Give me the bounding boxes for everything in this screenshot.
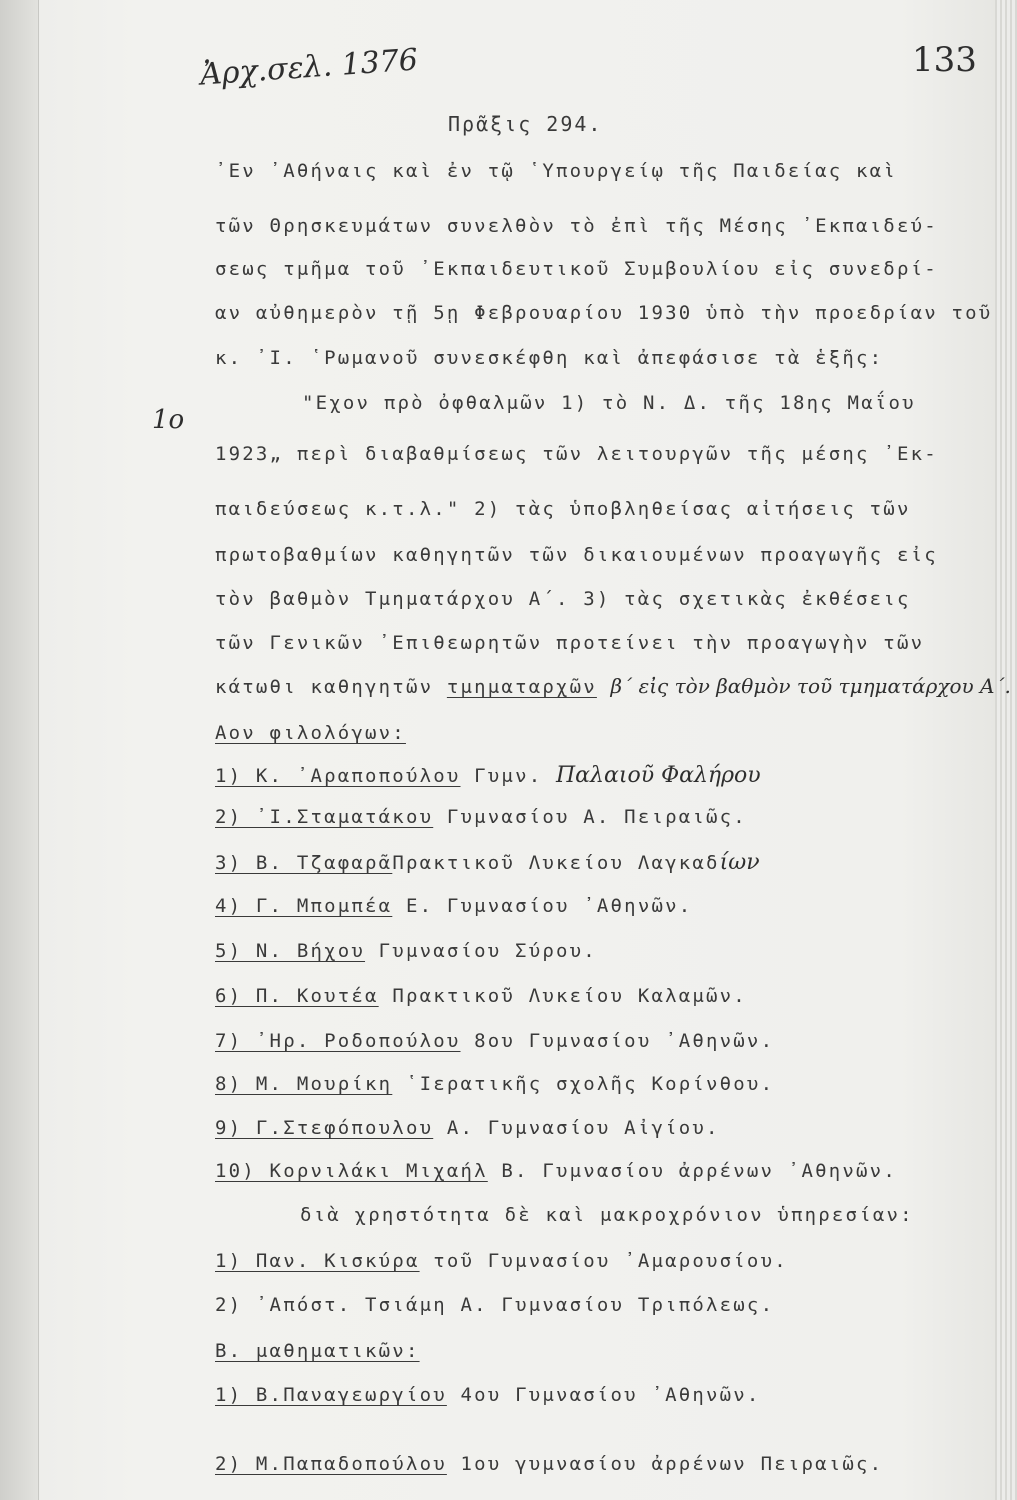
- list-item-school: Γυμν.: [474, 765, 543, 787]
- document-title: Πρᾶξις 294.: [448, 112, 603, 136]
- list-item-name: 7) ᾿Ηρ. Ροδοπούλου: [215, 1030, 461, 1052]
- list-item: [215, 1030, 774, 1052]
- paragraph-line: τῶν Θρησκευμάτων συνελθὸν τὸ ἐπὶ τῆς Μέσης ᾿Εκπαιδεύ-: [215, 215, 938, 237]
- list-item-school: Ε. Γυμνασίου ᾿Αθηνῶν.: [405, 895, 693, 917]
- list-item-name: 1) Β.Παναγεωργίου: [215, 1384, 447, 1406]
- list-item-name: 5) Ν. Βήχου: [215, 940, 366, 962]
- list-item-name: 2) ᾿Ι.Σταματάκου: [215, 806, 434, 828]
- list-item: [215, 1453, 883, 1475]
- list-item: [215, 1294, 774, 1316]
- list-item-name: 9) Γ.Στεφόπουλου: [215, 1117, 434, 1139]
- list-item-name: 2) Μ.Παπαδοπούλου: [215, 1453, 447, 1475]
- list-item-name: 8) Μ. Μουρίκη: [215, 1073, 393, 1095]
- paragraph-line: σεως τμῆμα τοῦ ᾿Εκπαιδευτικοῦ Συμβουλίου εἰς συνεδρί-: [215, 258, 938, 280]
- list-item-name: 1) Παν. Κισκύρα: [215, 1250, 420, 1272]
- middle-text: διὰ χρηστότητα δὲ καὶ μακροχρόνιον ὑπηρεσίαν:: [300, 1204, 914, 1226]
- list-item-school: Α. Γυμνασίου Τριπόλεως.: [460, 1294, 775, 1316]
- list-item: [215, 895, 692, 917]
- list-item: [215, 850, 760, 875]
- list-item-name: 10) Κορνιλάκι Μιχαήλ: [215, 1160, 488, 1182]
- list-item-name: 4) Γ. Μπομπέα: [215, 895, 393, 917]
- list-item-school: Πρακτικοῦ Λυκείου Καλαμῶν.: [392, 985, 747, 1007]
- list-item: [215, 1073, 774, 1095]
- page-edges: [995, 0, 1017, 1500]
- body-line: "Εχον πρὸ ὀφθαλμῶν 1) τὸ Ν. Δ. τῆς 18ης Μαΐου: [302, 392, 916, 414]
- list-item: [215, 1250, 788, 1272]
- list-item-school: ῾Ιερατικῆς σχολῆς Κορίνθου.: [405, 1073, 775, 1095]
- body-line: 1923„ περὶ διαβαθμίσεως τῶν λειτουργῶν τῆς μέσης ᾿Εκ-: [215, 443, 938, 465]
- margin-note: 1ο: [152, 405, 185, 435]
- list-item-school: Πρακτικοῦ Λυκείου Λαγκαδ: [392, 852, 720, 874]
- list-item-handwritten: Παλαιοῦ Φαλήρου: [556, 763, 761, 788]
- list-item-school: Α. Γυμνασίου Αἰγίου.: [446, 1117, 720, 1139]
- list-item: [215, 1384, 761, 1406]
- archive-reference: Ἀρχ.σελ. 1376: [199, 42, 419, 93]
- list-item: [215, 1160, 897, 1182]
- section-heading-a: Αον φιλολόγων:: [215, 722, 406, 744]
- paragraph-line: κ. ᾿Ι. ῾Ρωμανοῦ συνεσκέφθη καὶ ἀπεφάσισε τὰ ἑξῆς:: [215, 347, 884, 369]
- handwritten-insertion: β΄ εἰς τὸν βαθμὸν τοῦ τμηματάρχου Α΄.: [610, 674, 1011, 698]
- list-item: [215, 806, 747, 828]
- paragraph-line: αν αὐθημερὸν τῇ 5ῃ Φεβρουαρίου 1930 ὑπὸ τὴν προεδρίαν τοῦ: [215, 302, 993, 324]
- paragraph-line: ᾿Εν ᾿Αθήναις καὶ ἐν τῷ ῾Υπουργείῳ τῆς Παιδείας καὶ: [215, 160, 897, 182]
- list-item-handwritten: ίων: [719, 850, 760, 875]
- body-line: τῶν Γενικῶν ᾿Επιθεωρητῶν προτείνει τὴν προαγωγὴν τῶν: [215, 632, 925, 654]
- list-item-name: 2) ᾿Απόστ. Τσιάμη: [215, 1294, 447, 1316]
- list-item-school: 1ου γυμνασίου ἀρρένων Πειραιῶς.: [460, 1453, 884, 1475]
- list-item-school: Γυμνασίου Α. Πειραιῶς.: [446, 806, 747, 828]
- list-item-name: 6) Π. Κουτέα: [215, 985, 379, 1007]
- list-item-school: Β. Γυμνασίου ἀρρένων ᾿Αθηνῶν.: [501, 1160, 897, 1182]
- page-number: 133: [912, 40, 977, 80]
- body-line: τὸν βαθμὸν Τμηματάρχου Α΄. 3) τὰς σχετικὰς ἐκθέσεις: [215, 588, 911, 610]
- body-line: παιδεύσεως κ.τ.λ." 2) τὰς ὑποβληθείσας αἰτήσεις τῶν: [215, 498, 911, 520]
- list-item-school: τοῦ Γυμνασίου ᾿Αμαρουσίου.: [433, 1250, 788, 1272]
- list-item: [215, 1117, 720, 1139]
- list-item-school: Γυμνασίου Σύρου.: [378, 940, 597, 962]
- list-item-name: 1) Κ. ᾿Αραποπούλου: [215, 765, 461, 787]
- section-heading-b: Β. μαθηματικῶν:: [215, 1340, 420, 1362]
- list-item: [215, 985, 747, 1007]
- last-line-prefix: κάτωθι καθηγητῶν: [215, 676, 434, 698]
- list-item-school: 4ου Γυμνασίου ᾿Αθηνῶν.: [460, 1384, 761, 1406]
- binding-edge: [0, 0, 39, 1500]
- body-line-last: [215, 674, 1011, 698]
- list-item: [215, 940, 597, 962]
- last-line-underlined: τμηματαρχῶν: [446, 676, 597, 698]
- list-item-name: 3) Β. Τζαφαρᾶ: [215, 852, 393, 874]
- body-line: πρωτοβαθμίων καθηγητῶν τῶν δικαιουμένων προαγωγῆς εἰς: [215, 544, 938, 566]
- list-item-school: 8ου Γυμνασίου ᾿Αθηνῶν.: [474, 1030, 775, 1052]
- list-item: [215, 763, 761, 788]
